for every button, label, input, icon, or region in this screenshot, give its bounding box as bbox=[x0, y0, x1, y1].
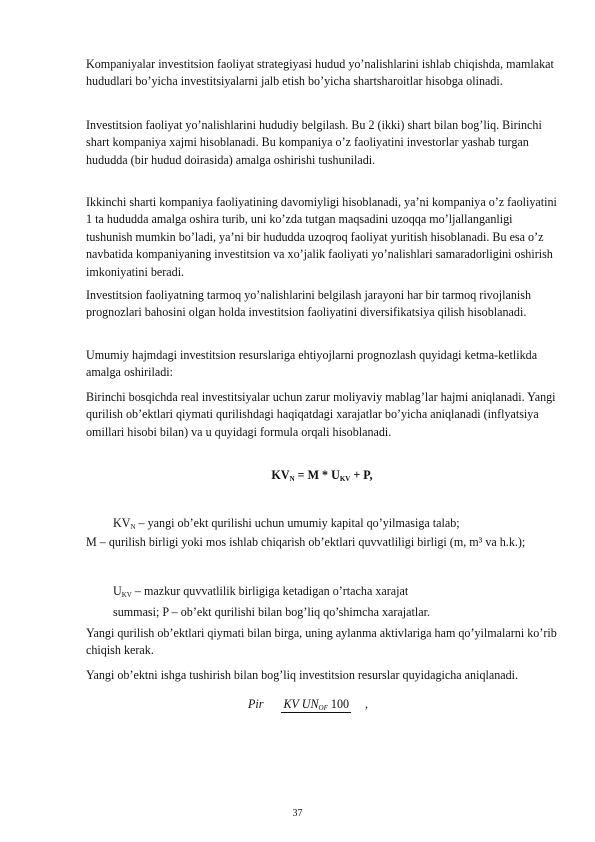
formula2-numerator-subscript: OF bbox=[318, 704, 328, 712]
formula2-numerator-text: KV UN bbox=[283, 697, 319, 711]
formula2-lhs: Pir bbox=[248, 697, 264, 711]
paragraph-launch-resources: Yangi ob’ektni ishga tushirish bilan bog’liq investitsion resurslar quyidagicha aniqlanadi. bbox=[86, 668, 519, 682]
def-u-subscript: KV bbox=[121, 591, 132, 599]
paragraph-territorial: Investitsion faoliyat yo’nalishlarini hududiy belgilash. Bu 2 (ikki) shart bilan bog’liq. Birinchi shart kompaniya xajmi hisoblanadi. Bu kompaniya o’z faoliyatini investorlar yashab turgan hududda (bir hudud doirasida) amalga oshirishi tushuniladi. bbox=[86, 118, 542, 167]
def-u-text-line2: summasi; P – ob’ekt qurilishi bilan bog’liq qo’shimcha xarajatlar. bbox=[113, 605, 430, 620]
formula-u-subscript: KV bbox=[339, 475, 351, 483]
formula-investment-resources bbox=[248, 697, 368, 713]
def-kv-symbol: KV bbox=[113, 516, 131, 530]
def-kv-text: – yangi ob’ekt qurilishi uchun umumiy kapital qo’yilmasiga talab; bbox=[135, 516, 460, 530]
def-u-symbol: U bbox=[113, 584, 122, 598]
def-kv-subscript: N bbox=[130, 523, 136, 531]
definition-m: M – qurilish birligi yoki mos ishlab chiqarish ob’ektlari quvvatliligi birligi (m, m³ va h.k.); bbox=[86, 535, 526, 549]
formula-equals: = M * U bbox=[294, 468, 340, 482]
paragraph-first-stage: Birinchi bosqichda real investitsiyalar uchun zarur moliyaviy mablag’lar hajmi aniqlanadi. Yangi qurilish ob’ektlari qiymati qurilishdagi haqiqatdagi xarajatlar bo’yicha aniqlanadi (inflyatsiya omillari hisobi bilan) va u quyidagi formula orqali hisoblanadi. bbox=[86, 390, 556, 439]
formula2-numerator-tail: 100 bbox=[327, 697, 350, 711]
paragraph-sectoral: Investitsion faoliyatning tarmoq yo’nalishlarini belgilash jarayoni har bir tarmoq rivojlanish prognozlari bahosini olgan holda investitsion faoliyatini diversifikatsiya qilish hisoblanadi. bbox=[86, 288, 532, 320]
paragraph-working-capital: Yangi qurilish ob’ektlari qiymati bilan birga, uning aylanma aktivlariga ham qo’yilmalarni ko’rib chiqish kerak. bbox=[86, 626, 557, 658]
paragraph-forecast: Umumiy hajmdagi investitsion resurslariga ehtiyojlarni prognozlash quyidagi ketma-ketlikda amalga oshiriladi: bbox=[86, 348, 538, 380]
page-number: 37 bbox=[292, 808, 303, 819]
paragraph-strategy: Kompaniyalar investitsion faoliyat strategiyasi hudud yo’nalishlarini ishlab chiqishda, mamlakat hududlari bo’yicha investitsiyalarni jalb etish bo’yicha shartsharoitlar hisobga olinadi. bbox=[86, 57, 554, 89]
formula2-comma: , bbox=[365, 697, 369, 711]
formula-kv-subscript: N bbox=[289, 475, 295, 483]
formula2-numerator bbox=[281, 697, 351, 713]
formula-kv: KV bbox=[271, 468, 290, 482]
formula-capital-investment bbox=[86, 467, 558, 488]
def-u-text: – mazkur quvvatlilik birligiga ketadigan o’rtacha xarajat bbox=[131, 584, 409, 598]
paragraph-second-condition: Ikkinchi sharti kompaniya faoliyatining davomiyligi hisoblanadi, ya’ni kompaniya o’z faoliyatini 1 ta hududda amalga oshira turib, uni ko’zda tutgan maqsadini uzoqqa mo’ljallanganligi tushunish mumkin bo’ladi, ya’ni bir hududda uzoqroq faoliyat yuritish hisoblanadi. Bu esa o’z navbatida kompaniyaning investitsion va xo’jalik faoliyati yo’nalishlari samaradorligini oshirish imkoniyatini beradi. bbox=[86, 195, 557, 279]
formula-tail: + P, bbox=[350, 468, 373, 482]
definition-u bbox=[113, 583, 553, 622]
